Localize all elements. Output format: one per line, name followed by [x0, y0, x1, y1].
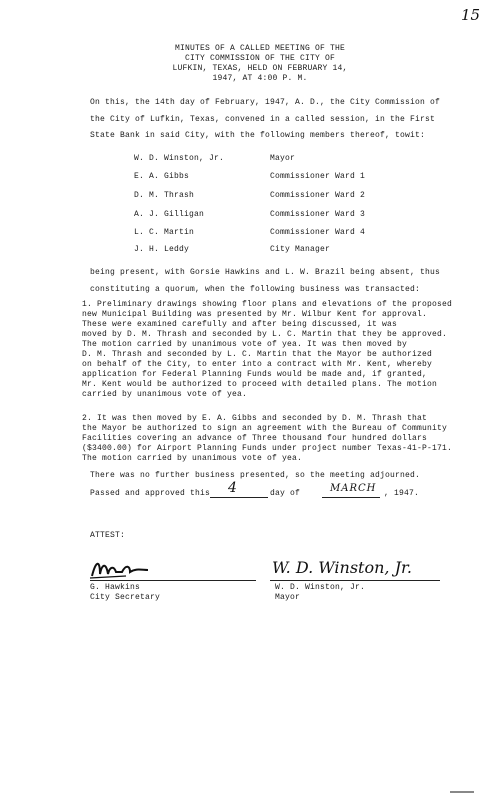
member-name: J. H. Leddy	[134, 245, 190, 254]
member-title: Commissioner Ward 2	[270, 191, 366, 200]
approval-month: MARCH	[330, 483, 377, 494]
member-title: City Manager	[270, 245, 331, 254]
item1-line: D. M. Thrash and seconded by L. C. Martin that the Mayor be authorized	[82, 350, 433, 359]
approval-month-underline	[322, 497, 380, 498]
mayor-signature-line	[270, 580, 440, 581]
page-number: 15	[461, 6, 481, 24]
approval-day-underline	[210, 497, 268, 498]
item2-line: Facilities covering an advance of Three thousand four hundred dollars	[82, 434, 428, 443]
item1-line: application for Federal Planning Funds would be made and, if granted,	[82, 370, 428, 379]
intro-line-2: the City of Lufkin, Texas, convened in a called session, in the First	[90, 115, 436, 124]
secretary-title: City Secretary	[90, 593, 161, 602]
approval-day: 4	[228, 480, 237, 496]
member-name: E. A. Gibbs	[134, 172, 190, 181]
member-name: L. C. Martin	[134, 228, 195, 237]
intro-line-3: State Bank in said City, with the following members thereof, towit:	[90, 131, 426, 140]
item1-line: These were examined carefully and after being discussed, it was	[82, 320, 398, 329]
member-title: Mayor	[270, 154, 296, 163]
approval-middle: day of	[270, 489, 301, 498]
member-name: A. J. Gilligan	[134, 210, 205, 219]
mayor-name: W. D. Winston, Jr.	[275, 583, 366, 592]
attendance-line-2: constituting a quorum, when the following business was transacted:	[90, 285, 421, 294]
item1-line: new Municipal Building was presented by Mr. Wilbur Kent for approval.	[82, 310, 428, 319]
item2-line: 2. It was then moved by E. A. Gibbs and seconded by D. M. Thrash that	[82, 414, 428, 423]
item1-line: on behalf of the City, to enter into a contract with Mr. Kent, whereby	[82, 360, 433, 369]
approval-year: , 1947.	[384, 489, 420, 498]
item2-line: The motion carried by unanimous vote of yea.	[82, 454, 303, 463]
item1-line: 1. Preliminary drawings showing floor plans and elevations of the proposed	[82, 300, 453, 309]
member-name: W. D. Winston, Jr.	[134, 154, 225, 163]
closing-line: There was no further business presented, so the meeting adjourned.	[90, 471, 421, 480]
approval-prefix: Passed and approved this	[90, 489, 211, 498]
scan-edge-mark	[450, 791, 474, 793]
item1-line: The motion carried by unanimous vote of yea. It was then moved by	[82, 340, 408, 349]
item1-line: Mr. Kent would be authorized to proceed with detailed plans. The motion	[82, 380, 438, 389]
mayor-title: Mayor	[275, 593, 301, 602]
heading-line-1: MINUTES OF A CALLED MEETING OF THE	[174, 44, 346, 53]
item2-line: ($3400.00) for Airport Planning Funds under project number Texas-41-P-171.	[82, 444, 453, 453]
attest-label: ATTEST:	[90, 531, 126, 540]
attendance-line-1: being present, with Gorsie Hawkins and L. W. Brazil being absent, thus	[90, 268, 441, 277]
mayor-handwritten-signature: W. D. Winston, Jr.	[272, 558, 412, 577]
member-title: Commissioner Ward 1	[270, 172, 366, 181]
secretary-signature-line	[90, 580, 256, 581]
heading-line-4: 1947, AT 4:00 P. M.	[212, 74, 308, 83]
item1-line: moved by D. M. Thrash and seconded by L. C. Martin that they be approved.	[82, 330, 448, 339]
member-title: Commissioner Ward 3	[270, 210, 366, 219]
intro-line-1: On this, the 14th day of February, 1947, A. D., the City Commission of	[90, 98, 441, 107]
heading-line-3: LUFKIN, TEXAS, HELD ON FEBRUARY 14,	[172, 64, 348, 73]
item2-line: the Mayor be authorized to sign an agreement with the Bureau of Community	[82, 424, 448, 433]
secretary-name: G. Hawkins	[90, 583, 141, 592]
heading-line-2: CITY COMMISSION OF THE CITY OF	[184, 54, 336, 63]
member-name: D. M. Thrash	[134, 191, 195, 200]
member-title: Commissioner Ward 4	[270, 228, 366, 237]
item1-line: carried by unanimous vote of yea.	[82, 390, 248, 399]
